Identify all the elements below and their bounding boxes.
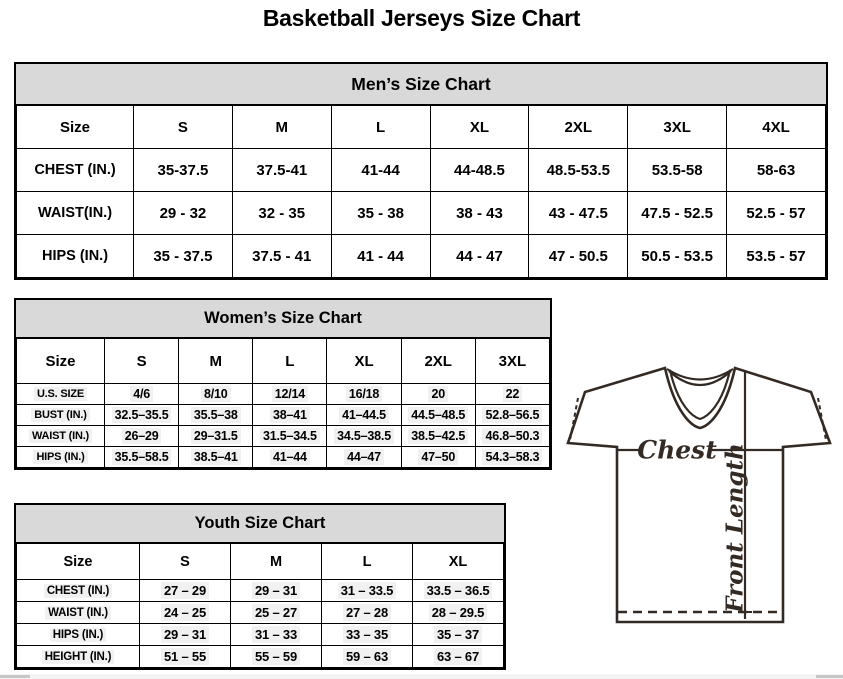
cell-value: 33 – 35 bbox=[343, 626, 391, 643]
column-header: Size bbox=[17, 544, 140, 580]
row-header-cell bbox=[17, 602, 140, 624]
mens-table-grid bbox=[16, 105, 826, 278]
cell-value: 35 - 37.5 bbox=[153, 247, 213, 265]
cell-value: 38.5–41 bbox=[191, 449, 241, 465]
table-row bbox=[17, 447, 550, 468]
table-cell bbox=[327, 405, 401, 426]
cell-value: 25 – 27 bbox=[252, 604, 300, 621]
column-header: XL bbox=[430, 106, 529, 149]
table-cell bbox=[628, 192, 727, 235]
table-cell bbox=[475, 384, 549, 405]
cell-value: 38.5–42.5 bbox=[408, 428, 468, 444]
table-cell bbox=[413, 646, 504, 668]
jersey-outline bbox=[568, 368, 830, 622]
cell-value: 46.8–50.3 bbox=[482, 428, 542, 444]
cell-value: 54.3–58.3 bbox=[482, 449, 542, 465]
table-cell bbox=[475, 426, 549, 447]
table-cell bbox=[179, 426, 253, 447]
table-cell bbox=[331, 192, 430, 235]
cell-value: 35 - 38 bbox=[357, 204, 404, 222]
table-cell bbox=[179, 384, 253, 405]
column-header: M bbox=[231, 544, 322, 580]
cell-value: 34.5–38.5 bbox=[334, 428, 394, 444]
table-row bbox=[17, 192, 826, 235]
row-label: WAIST (IN.) bbox=[45, 606, 111, 620]
table-cell bbox=[140, 646, 231, 668]
table-row bbox=[17, 580, 504, 602]
youth-size-table bbox=[14, 503, 506, 670]
column-header: XL bbox=[327, 339, 401, 384]
cell-value: 35 – 37 bbox=[434, 626, 482, 643]
row-header-cell bbox=[17, 149, 134, 192]
table-cell bbox=[322, 646, 413, 668]
cell-value: 37.5-41 bbox=[256, 161, 308, 179]
cell-value: 55 – 59 bbox=[252, 648, 300, 665]
row-label: HEIGHT (IN.) bbox=[42, 650, 115, 664]
cell-value: 47.5 - 52.5 bbox=[641, 204, 713, 222]
column-header: S bbox=[140, 544, 231, 580]
table-cell bbox=[232, 149, 331, 192]
scrollbar-thumb-left[interactable] bbox=[0, 675, 30, 678]
table-cell bbox=[413, 624, 504, 646]
row-header-cell bbox=[17, 192, 134, 235]
table-cell bbox=[413, 580, 504, 602]
cell-value: 37.5 - 41 bbox=[252, 247, 312, 265]
table-cell bbox=[628, 149, 727, 192]
front-length-label: Front Length bbox=[721, 443, 749, 613]
table-cell bbox=[727, 235, 826, 278]
table-cell bbox=[231, 624, 322, 646]
table-cell bbox=[322, 602, 413, 624]
cell-value: 29–31.5 bbox=[191, 428, 241, 444]
table-row bbox=[17, 426, 550, 447]
table-cell bbox=[628, 235, 727, 278]
cell-value: 44 - 47 bbox=[456, 247, 503, 265]
table-cell bbox=[179, 447, 253, 468]
column-header: L bbox=[253, 339, 327, 384]
cell-value: 59 – 63 bbox=[343, 648, 391, 665]
cell-value: 33.5 – 36.5 bbox=[424, 582, 493, 599]
header-row bbox=[17, 339, 550, 384]
column-header: M bbox=[232, 106, 331, 149]
header-row bbox=[17, 544, 504, 580]
cell-value: 31 – 33 bbox=[252, 626, 300, 643]
cell-value: 32.5–35.5 bbox=[112, 407, 172, 423]
cell-value: 63 – 67 bbox=[434, 648, 482, 665]
cell-value: 31.5–34.5 bbox=[260, 428, 320, 444]
column-header: XL bbox=[413, 544, 504, 580]
cell-value: 41 - 44 bbox=[357, 247, 404, 265]
cell-value: 53.5 - 57 bbox=[746, 247, 806, 265]
cell-value: 41–44.5 bbox=[339, 407, 389, 423]
cell-value: 43 - 47.5 bbox=[548, 204, 608, 222]
row-header-cell bbox=[17, 624, 140, 646]
table-cell bbox=[134, 192, 233, 235]
row-label: HIPS (IN.) bbox=[50, 628, 106, 642]
table-cell bbox=[105, 447, 179, 468]
table-cell bbox=[105, 426, 179, 447]
table-cell bbox=[529, 235, 628, 278]
row-header-cell bbox=[17, 646, 140, 668]
column-header: L bbox=[322, 544, 413, 580]
table-cell bbox=[134, 235, 233, 278]
scrollbar-thumb-right[interactable] bbox=[816, 675, 843, 678]
cell-value: 27 – 28 bbox=[343, 604, 391, 621]
table-cell bbox=[529, 149, 628, 192]
cell-value: 44–47 bbox=[344, 449, 384, 465]
table-cell bbox=[727, 192, 826, 235]
table-cell bbox=[401, 447, 475, 468]
table-cell bbox=[179, 405, 253, 426]
table-cell bbox=[475, 405, 549, 426]
table-row bbox=[17, 384, 550, 405]
table-cell bbox=[253, 384, 327, 405]
cell-value: 16/18 bbox=[346, 386, 382, 402]
cell-value: 58-63 bbox=[756, 161, 796, 179]
mens-size-table bbox=[14, 62, 828, 280]
column-header: Size bbox=[17, 339, 105, 384]
table-cell bbox=[253, 447, 327, 468]
cell-value: 20 bbox=[428, 386, 448, 402]
table-cell bbox=[401, 405, 475, 426]
chest-label: Chest bbox=[637, 435, 717, 465]
row-header-cell bbox=[17, 235, 134, 278]
row-header-cell bbox=[17, 447, 105, 468]
column-header: 2XL bbox=[401, 339, 475, 384]
row-header-cell bbox=[17, 384, 105, 405]
cell-value: 38 - 43 bbox=[456, 204, 503, 222]
cell-value: 53.5-58 bbox=[651, 161, 703, 179]
cell-value: 28 – 29.5 bbox=[429, 604, 487, 621]
cell-value: 48.5-53.5 bbox=[546, 161, 610, 179]
column-header: Size bbox=[17, 106, 134, 149]
table-cell bbox=[231, 646, 322, 668]
table-cell bbox=[430, 235, 529, 278]
column-header: M bbox=[179, 339, 253, 384]
cell-value: 35-37.5 bbox=[157, 161, 209, 179]
cell-value: 35.5–38 bbox=[191, 407, 241, 423]
horizontal-scrollbar[interactable] bbox=[0, 674, 843, 679]
row-label: HIPS (IN.) bbox=[33, 450, 87, 464]
womens-size-table bbox=[14, 298, 552, 470]
cell-value: 47–50 bbox=[418, 449, 458, 465]
header-row bbox=[17, 106, 826, 149]
row-label: BUST (IN.) bbox=[31, 408, 89, 422]
column-header: 2XL bbox=[529, 106, 628, 149]
table-cell bbox=[140, 602, 231, 624]
youth-table-grid bbox=[16, 543, 504, 668]
row-header-cell bbox=[17, 405, 105, 426]
table-cell bbox=[322, 624, 413, 646]
cell-value: 22 bbox=[503, 386, 523, 402]
table-row bbox=[17, 235, 826, 278]
table-cell bbox=[529, 192, 628, 235]
table-cell bbox=[327, 384, 401, 405]
table-row bbox=[17, 646, 504, 668]
table-cell bbox=[140, 624, 231, 646]
row-label: WAIST(IN.) bbox=[37, 205, 113, 221]
cell-value: 50.5 - 53.5 bbox=[641, 247, 713, 265]
womens-table-grid bbox=[16, 338, 550, 468]
row-label: WAIST (IN.) bbox=[29, 429, 92, 443]
cell-value: 12/14 bbox=[272, 386, 308, 402]
row-header-cell bbox=[17, 580, 140, 602]
page-title: Basketball Jerseys Size Chart bbox=[262, 5, 581, 31]
table-row bbox=[17, 405, 550, 426]
table-cell bbox=[140, 580, 231, 602]
column-header: L bbox=[331, 106, 430, 149]
cell-value: 52.8–56.5 bbox=[482, 407, 542, 423]
back-neck-arc-lower bbox=[669, 371, 731, 385]
table-cell bbox=[331, 235, 430, 278]
table-cell bbox=[430, 149, 529, 192]
table-cell bbox=[105, 384, 179, 405]
table-cell bbox=[401, 384, 475, 405]
table-cell bbox=[253, 426, 327, 447]
table-row bbox=[17, 624, 504, 646]
table-cell bbox=[253, 405, 327, 426]
cell-value: 41-44 bbox=[361, 161, 400, 179]
cell-value: 8/10 bbox=[201, 386, 231, 402]
row-label: U.S. SIZE bbox=[34, 387, 87, 401]
column-header: 3XL bbox=[628, 106, 727, 149]
cell-value: 38–41 bbox=[270, 407, 310, 423]
cell-value: 51 – 55 bbox=[161, 648, 209, 665]
table-row bbox=[17, 602, 504, 624]
table-cell bbox=[430, 192, 529, 235]
jersey-measurement-diagram bbox=[560, 360, 836, 630]
cell-value: 31 – 33.5 bbox=[338, 582, 396, 599]
table-cell bbox=[232, 192, 331, 235]
table-cell bbox=[401, 426, 475, 447]
cell-value: 29 – 31 bbox=[161, 626, 209, 643]
column-header: 3XL bbox=[475, 339, 549, 384]
row-label: CHEST (IN.) bbox=[34, 162, 116, 178]
cell-value: 47 - 50.5 bbox=[548, 247, 608, 265]
cell-value: 27 – 29 bbox=[161, 582, 209, 599]
mens-table-title: Men’s Size Chart bbox=[16, 64, 826, 105]
row-label: HIPS (IN.) bbox=[41, 248, 109, 264]
table-cell bbox=[413, 602, 504, 624]
cell-value: 24 – 25 bbox=[161, 604, 209, 621]
cell-value: 29 – 31 bbox=[252, 582, 300, 599]
column-header: S bbox=[105, 339, 179, 384]
table-cell bbox=[327, 447, 401, 468]
cell-value: 4/6 bbox=[130, 386, 153, 402]
table-cell bbox=[322, 580, 413, 602]
cell-value: 52.5 - 57 bbox=[746, 204, 806, 222]
table-cell bbox=[475, 447, 549, 468]
cell-value: 26–29 bbox=[122, 428, 162, 444]
table-cell bbox=[327, 426, 401, 447]
table-cell bbox=[105, 405, 179, 426]
table-cell bbox=[727, 149, 826, 192]
table-cell bbox=[232, 235, 331, 278]
cell-value: 32 - 35 bbox=[258, 204, 306, 222]
cell-value: 35.5–58.5 bbox=[112, 449, 172, 465]
cell-value: 44-48.5 bbox=[454, 161, 505, 179]
cell-value: 41–44 bbox=[270, 449, 310, 465]
column-header: 4XL bbox=[727, 106, 826, 149]
womens-table-title: Women’s Size Chart bbox=[16, 300, 550, 338]
youth-table-title: Youth Size Chart bbox=[16, 505, 504, 543]
cell-value: 29 - 32 bbox=[159, 204, 207, 222]
table-cell bbox=[231, 580, 322, 602]
row-header-cell bbox=[17, 426, 105, 447]
table-cell bbox=[331, 149, 430, 192]
column-header: S bbox=[134, 106, 233, 149]
table-cell bbox=[231, 602, 322, 624]
table-cell bbox=[134, 149, 233, 192]
cell-value: 44.5–48.5 bbox=[408, 407, 468, 423]
row-label: CHEST (IN.) bbox=[44, 584, 112, 598]
table-row bbox=[17, 149, 826, 192]
